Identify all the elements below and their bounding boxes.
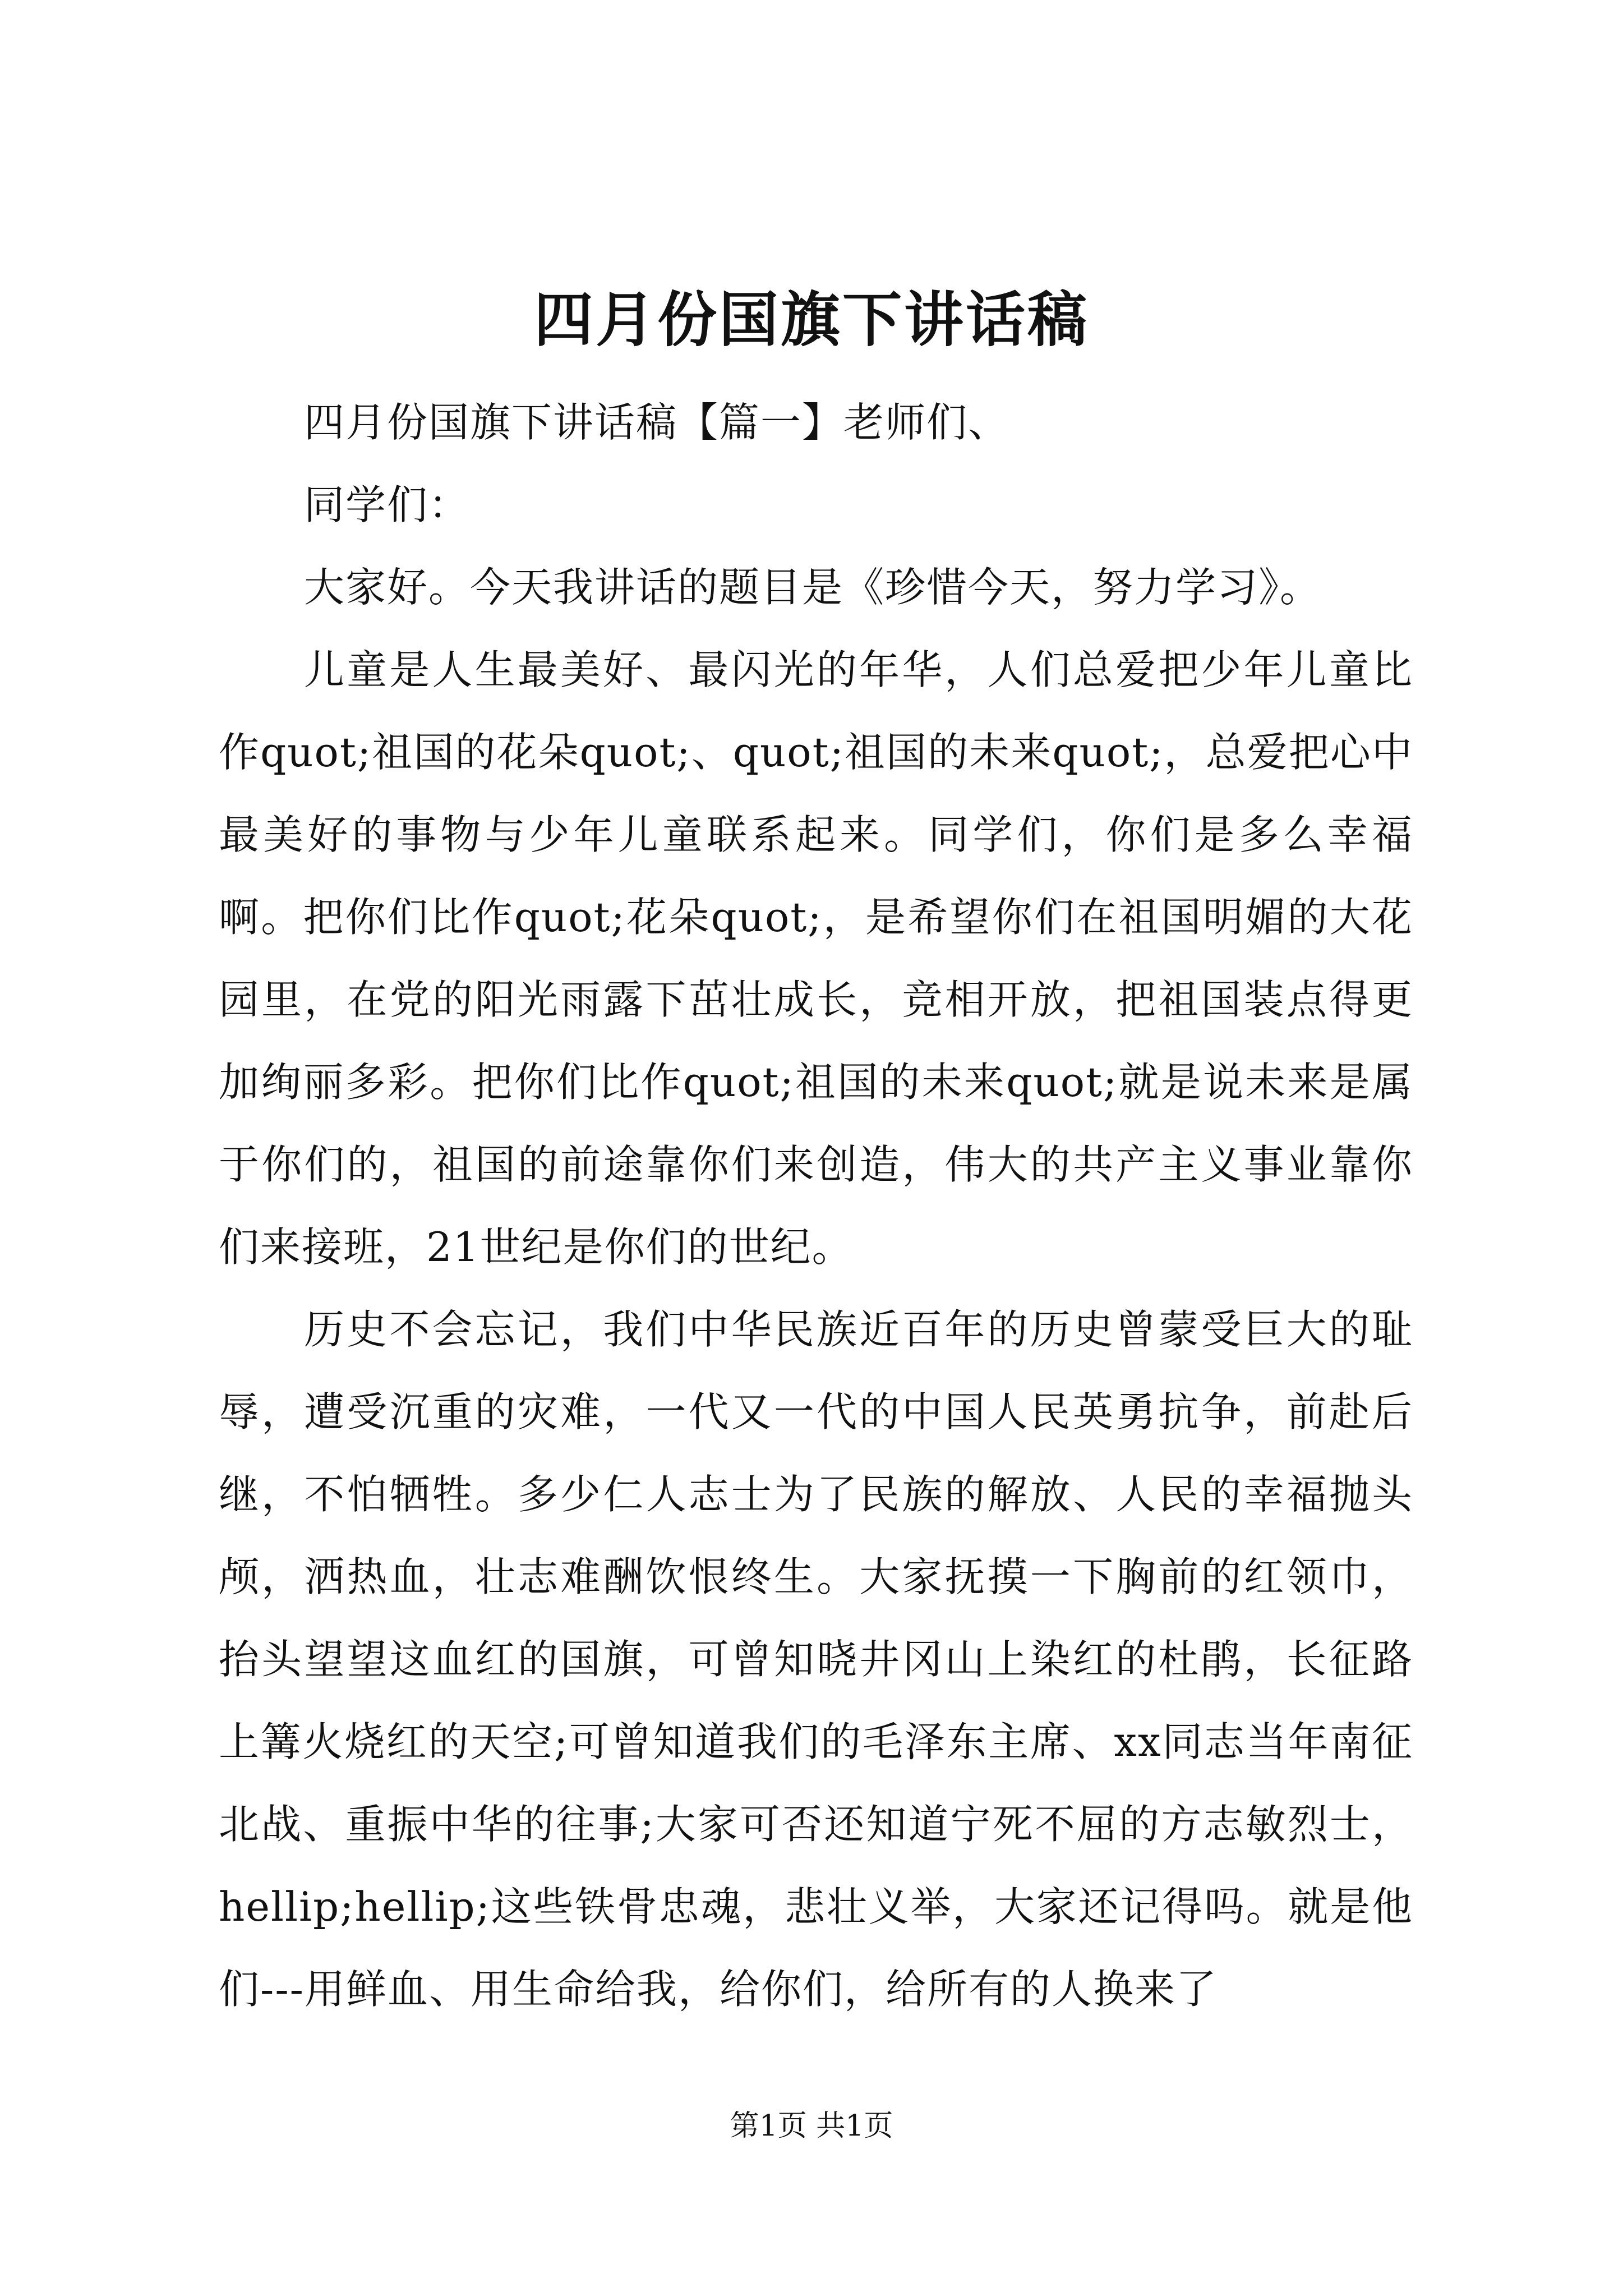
paragraph-history: 历史不会忘记，我们中华民族近百年的历史曾蒙受巨大的耻辱，遭受沉重的灾难，一代又一代的中国人民英勇抗争，前赴后继，不怕牺牲。多少仁人志士为了民族的解放、人民的幸福抛头颅，洒热血，壮志难酬饮恨终生。大家抚摸一下胸前的红领巾，抬头望望这血红的国旗，可曾知晓井冈山上染红的杜鹃，长征路上篝火烧红的天空;可曾知道我们的毛泽东主席、xx同志当年南征北战、重振中华的往事;大家可否还知道宁死不屈的方志敏烈士，hellip;hellip;这些铁骨忠魂，悲壮义举，大家还记得吗。就是他们---用鲜血、用生命给我，给你们，给所有的人换来了 xyxy=(219,1306,1413,2013)
paragraph-intro: 四月份国旗下讲话稿【篇一】老师们、 xyxy=(304,399,1010,446)
document-title: 四月份国旗下讲话稿 xyxy=(534,284,1089,355)
document-body xyxy=(219,381,1413,2031)
paragraph-greeting: 大家好。今天我讲话的题目是《珍惜今天，努力学习》。 xyxy=(304,564,1322,611)
page-footer: 第1页 共1页 xyxy=(730,2109,893,2143)
paragraph-children: 儿童是人生最美好、最闪光的年华，人们总爱把少年儿童比作quot;祖国的花朵quot;、quot;祖国的未来quot;，总爱把心中最美好的事物与少年儿童联系起来。同学们，你们是多么幸福啊。把你们比作quot;花朵quot;，是希望你们在祖国明媚的大花园里，在党的阳光雨露下茁壮成长，竞相开放，把祖国装点得更加绚丽多彩。把你们比作quot;祖国的未来quot;就是说未来是属于你们的，祖国的前途靠你们来创造，伟大的共产主义事业靠你们来接班，21世纪是你们的世纪。 xyxy=(219,646,1413,1271)
paragraph-salutation: 同学们： xyxy=(304,481,471,528)
